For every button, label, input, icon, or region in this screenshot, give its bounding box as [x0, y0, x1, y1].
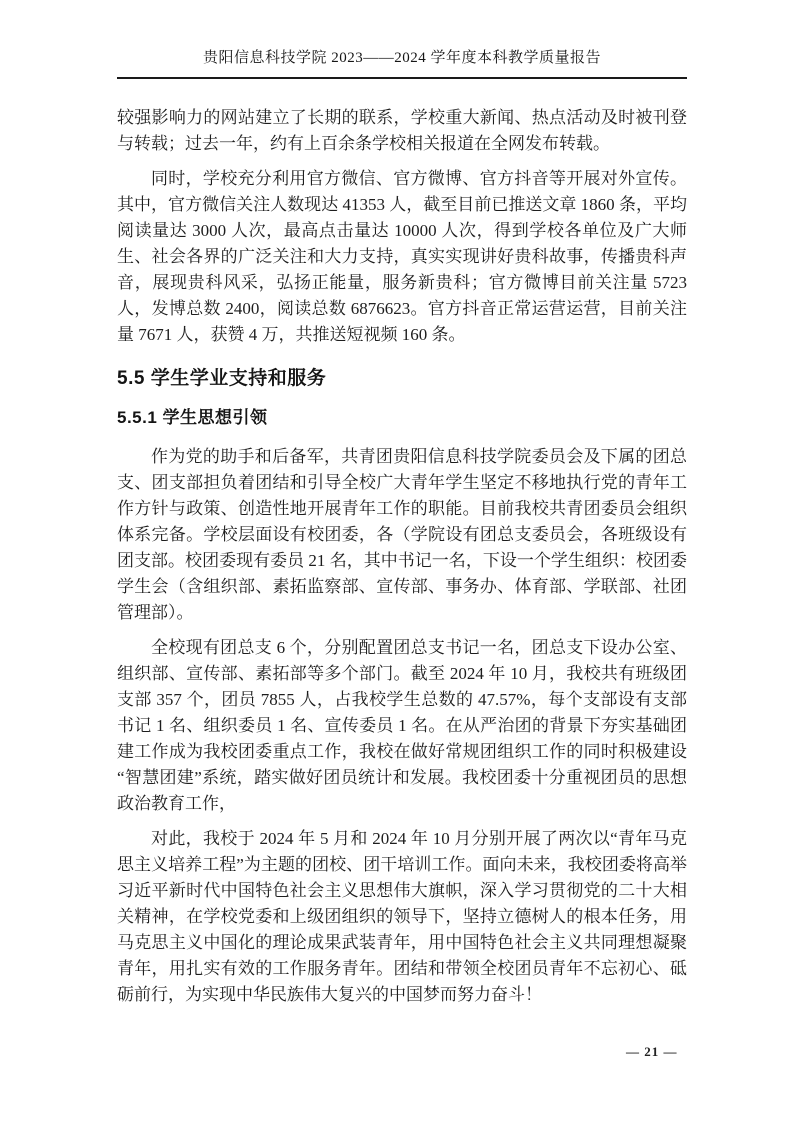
page-content: [117, 48, 687, 1017]
document-body: [117, 105, 687, 1008]
body-paragraph-league-branches: 全校现有团总支 6 个，分别配置团总支书记一名，团总支下设办公室、组织部、宣传部、素拓部等多个部门。截至 2024 年 10 月，我校共有班级团支部 357 个，团员 7855 人，占我校学生总数的 47.57%，每个支部设有支部书记 1 名、组织委员 1 名、宣传委员 1 名。在从严治团的背景下夯实基础团建工作成为我校团委重点工作，我校在做好常规团组织工作的同时积极建设“智慧团建”系统，踏实做好团员统计和发展。我校团委十分重视团员的思想政治教育工作，: [117, 638, 687, 813]
running-header: [117, 48, 687, 79]
page-number: — 21 —: [626, 1044, 678, 1059]
body-paragraph-youth-league-structure: 作为党的助手和后备军，共青团贵阳信息科技学院委员会及下属的团总支、团支部担负着团结和引导全校广大青年学生坚定不移地执行党的青年工作方针与政策、创造性地开展青年工作的职能。目前我校共青团委员会组织体系完备。学校层面设有校团委，各（学院设有团总支委员会，各班级设有团支部。校团委现有委员 21 名，其中书记一名，下设一个学生组织：校团委学生会（含组织部、素拓监察部、宣传部、事务办、体育部、学联部、社团管理部）。: [117, 447, 687, 622]
section-heading-5-5: 5.5 学生学业支持和服务: [117, 368, 327, 389]
body-paragraph-media-coverage: 较强影响力的网站建立了长期的联系，学校重大新闻、热点活动及时被刊登与转载；过去一年，约有上百余条学校相关报道在全网发布转载。: [117, 108, 687, 153]
body-paragraph-training-outlook: 对此，我校于 2024 年 5 月和 2024 年 10 月分别开展了两次以“青年马克思主义培养工程”为主题的团校、团干培训工作。面向未来，我校团委将高举习近平新时代中国特色社会主义思想伟大旗帜，深入学习贯彻党的二十大相关精神，在学校党委和上级团组织的领导下，坚持立德树人的根本任务，用马克思主义中国化的理论成果武装青年，用中国特色社会主义共同理想凝聚青年，用扎实有效的工作服务青年。团结和带领全校团员青年不忘初心、砥砺前行，为实现中华民族伟大复兴的中国梦而努力奋斗！: [117, 829, 687, 1004]
body-paragraph-social-media-stats: 同时，学校充分利用官方微信、官方微博、官方抖音等开展对外宣传。其中，官方微信关注人数现达 41353 人，截至目前已推送文章 1860 条，平均阅读量达 3000 人次，最高点击量达 10000 人次，得到学校各单位及广大师生、社会各界的广泛关注和大力支持，真实实现讲好贵科故事，传播贵科声音，展现贵科风采，弘扬正能量，服务新贵科；官方微博目前关注量 5723 人，发博总数 2400，阅读总数 6876623。官方抖音正常运营运营，目前关注量 7671 人，获赞 4 万，共推送短视频 160 条。: [117, 169, 687, 344]
running-header-title: 贵阳信息科技学院 2023——2024 学年度本科教学质量报告: [202, 50, 601, 66]
subsection-heading-5-5-1: 5.5.1 学生思想引领: [117, 408, 268, 427]
